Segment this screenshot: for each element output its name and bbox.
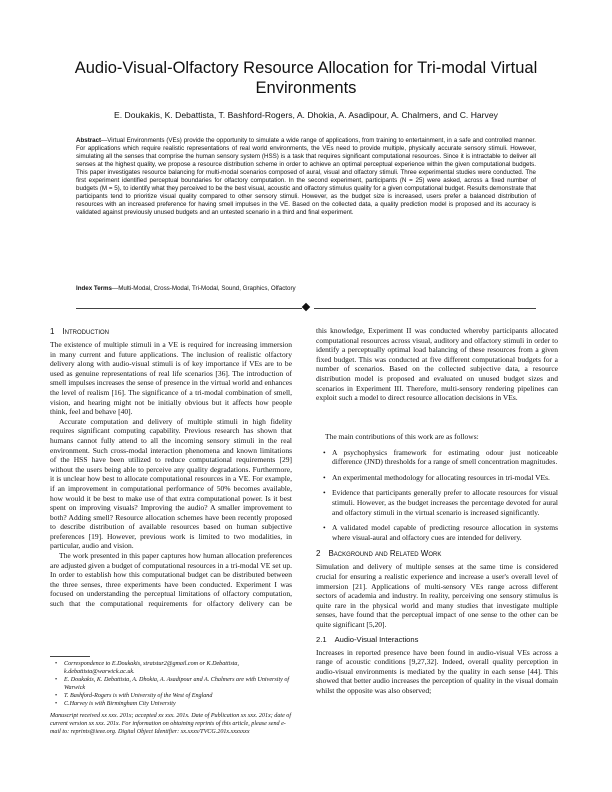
index-terms-text: —Multi-Modal, Cross-Modal, Tri-Modal, Sound, Graphics, Olfactory (112, 285, 296, 292)
background-paragraph-1: Simulation and delivery of multiple senses at the same time is considered crucial for ensuring a realistic experience and increase a user's overall level of immersion [21]. Applications of multi-sensory VEs range across different sectors of academia and industry. In reality, perceiving one sensory stimulus is quite rare in the physical world and many studies that investigate multiple senses, have found that the perceptual impact of one sense to the other can be quite significant [5,20]. (316, 562, 558, 629)
abstract-text: —Virtual Environments (VEs) provide the opportunity to simulate a wide range of applications, from training to entertainment, in a safe and controlled manner. For applications which require realistic representations of real world environments, the VEs need to provide multiple, physically accurate sensory stimuli. However, simulating all the senses that comprise the human sensory system (HSS) is a task that requires significant computational resources. Since it is intractable to deliver all senses at the highest quality, we propose a resource distribution scheme in order to achieve an optimal perceptual experience within the given computational budgets. This paper investigates resource balancing for multi-modal scenarios composed of aural, visual and olfactory stimuli. Three experimental studies were conducted. The first experiment identified perceptual boundaries for olfactory computation. In the second experiment, participants (N = 25) were asked, across a fixed number of budgets (M = 5), to identify what they perceived to be the best visual, acoustic and olfactory stimulus quality for a given computational budget. Results demonstrate that participants tend to prioritize visual quality compared to other sensory stimuli. However, as the budget size is increased, users prefer a balanced distribution of resources with an increased preference for having smell impulses in the VE. Based on the collected data, a quality prediction model is proposed and its accuracy is validated against previously unused budgets and an untested scenario in a third and final experiment. (76, 137, 536, 217)
intro-paragraph-3: The work presented in this paper captures how human allocation preferences are adjusted given a budget of computational resources in a tri-modal VE set up. In order to establish how this computational budget can be distributed between the three senses, three experiments have been conducted. Experiment I was focused on understanding the perceptual limitations of olfactory computation, such that the computational requirements for olfactory delivery can be (50, 551, 292, 609)
list-item: • A validated model capable of predicting resource allocation in systems where visual-aural and olfactory cues are intended for delivery. (332, 523, 558, 542)
abstract (76, 137, 536, 217)
footnote-item: • C.Harvey is with Birmingham City University (64, 700, 292, 708)
index-terms (76, 285, 536, 293)
divider-left (76, 308, 302, 309)
subsection-title: Audio-Visual Interactions (334, 634, 419, 644)
section-heading-introduction (50, 326, 292, 337)
footnote-rule (50, 656, 90, 657)
section-title: Background and Related Work (328, 549, 442, 559)
contributions-list (316, 448, 558, 543)
index-terms-label: Index Terms (76, 285, 112, 292)
section-number: 1 (50, 327, 55, 336)
footnote-item: • E. Doukakis, K. Debattista, A. Dhokia, A. Asadipour and A. Chalmers are with University of Warwick (64, 676, 292, 692)
intro-paragraph-3-continued (316, 326, 558, 432)
publication-info: Manuscript received xx xxx. 201x; accepted xx xxx. 201x. Date of Publication xx xxx. 201x; date of current version xx xxx. 201x. For information on obtaining reprints of this article, please send e-mail to: reprints@ieee.org. Digital Object Identifier: xx.xxxx/TVCG.201x.xxxxxxx (50, 713, 292, 735)
intro-paragraph-4: The main contributions of this work are as follows: (325, 432, 479, 441)
subsection-heading-audio-visual (316, 634, 558, 645)
left-column (50, 326, 292, 609)
subsection-number: 2.1 (316, 634, 327, 644)
section-heading-background (316, 548, 558, 559)
divider-right (314, 308, 536, 309)
intro-paragraph-1: The existence of multiple stimuli in a VE is required for increasing immersion in many current and future applications. The inclusion of realistic olfactory delivery along with audio-visual stimuli is of key importance if VEs are to be used as genuine representations of real life scenarios [36]. The introduction of smell impulses increases the sense of presence in the virtual world and enhances the level of realism [16]. The significance of a tri-modal combination of smell, vision, and hearing might not be initially obvious but it affects how people think, feel and behave [40]. (50, 340, 292, 417)
footnotes (50, 660, 292, 736)
footnote-item: • T. Bashford-Rogers is with University of the West of England (64, 692, 292, 700)
abstract-label: Abstract (76, 137, 102, 144)
right-column (316, 326, 558, 695)
list-item: • An experimental methodology for allocating resources in tri-modal VEs. (332, 473, 558, 483)
author-list: E. Doukakis, K. Debattista, T. Bashford-Rogers, A. Dhokia, A. Asadipour, A. Chalmers, and C. Harvey (114, 110, 498, 120)
intro-paragraph-2: Accurate computation and delivery of multiple stimuli in high fidelity requires significant computing capability. Previous research has shown that humans cannot fully attend to all the incoming sensory stimuli in the real environment. Such cross-modal interaction phenomena and known limitations of the HSS have been utilized to reduce computational requirements [29] without the users being able to perceive any quality degradations. Furthermore, it is unclear how best to allocate computational resources in a VE. For example, if an improvement in computational performance of 50% becomes available, how would it be best to make use of that extra computational power. Is it best spent on improving visuals? Improving the audio? A smaller improvement to both? Adding smell? Resource allocation schemes have been recently proposed to describe distribution of available resources based on human subjective preferences [19]. However, previous work is limited to two modalities, in particular, audio and vision. (50, 416, 292, 551)
section-title: Introduction (62, 327, 110, 336)
paper-title: Audio-Visual-Olfactory Resource Allocation for Tri-modal Virtual Environments (74, 59, 538, 97)
list-item: • A psychophysics framework for estimating odour just noticeable difference (JND) thresholds for a range of smell concentration magnitudes. (332, 448, 558, 467)
list-item: • Evidence that participants generally prefer to allocate resources for visual stimuli. However, as the budget increases the percentage devoted for aural and olfactory stimuli in the virtual scenario is increased significantly. (332, 488, 558, 517)
audio-visual-paragraph-1: Increases in reported presence have been found in audio-visual VEs across a range of acoustic conditions [9,27,32]. Indeed, overall quality perception in audio-visual environments is mediated by the quality in each sense [44]. This showed that better audio increases the perception of quality in the visual domain whilst the opposite was also observed; (316, 647, 558, 695)
section-number: 2 (316, 549, 321, 559)
footnote-item: • Correspondence to E.Doukakis, stratstur2@gmail.com or K.Debattista, k.debattista@warwick.ac.uk. (64, 660, 292, 676)
intro-paragraph-3-text: this knowledge, Experiment II was conducted whereby participants allocated computational resources across visual, auditory and olfactory stimuli in order to identify a perceptually optimal load balancing of these resources from a given fixed budget. This was conducted at five different computational budgets for a number of scenarios. Based on the collected subjective data, a resource distribution model is proposed and evaluated on unused budget sizes and scenarios in Experiment III. Therefore, multi-sensory rendering pipelines can exploit such a model to direct resource allocation decisions in VEs. (316, 326, 558, 403)
diamond-ornament-icon (302, 303, 310, 311)
